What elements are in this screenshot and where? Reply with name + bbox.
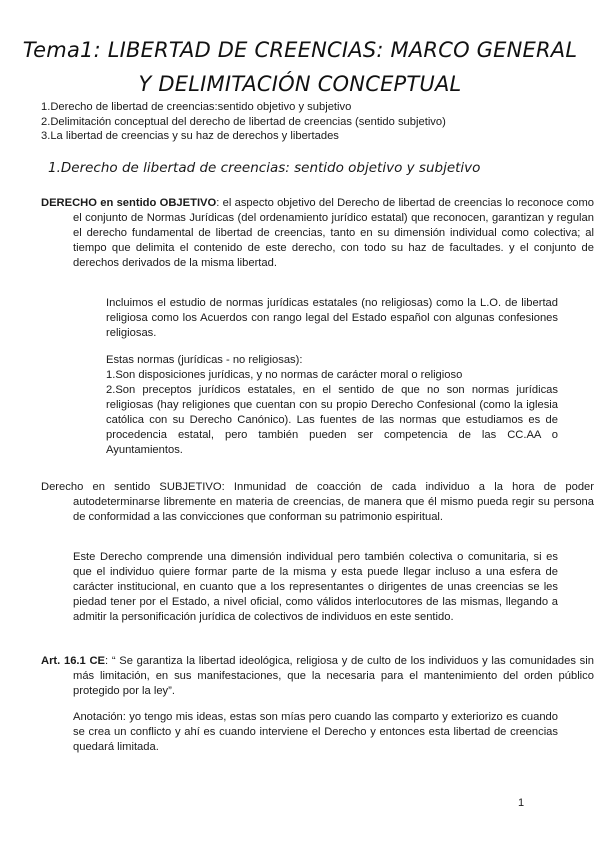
subjetivo-text: : Inmunidad de coacción de cada individuo a la hora de poder autodeterminarse libremente en materia de creencias, de manera que él mismo pueda regir su persona de conformidad a las convicciones que conforman su patrimonio espiritual.	[73, 481, 594, 523]
art-paragraph	[41, 654, 594, 699]
table-of-contents	[41, 100, 571, 144]
objetivo-text: : el aspecto objetivo del Derecho de libertad de creencias lo reconoce como el conjunto de Normas Jurídicas (del ordenamiento jurídico estatal) que reconocen, garantizan y regulan el derecho fundamental de libertad de creencias, tanto en su dimensión individual como colectiva; al tiempo que delimita el contenido de este derecho, con todo su haz de facultades. y el conjunto de derechos derivados de la misma libertad.	[73, 197, 594, 269]
art-note: Anotación: yo tengo mis ideas, estas son mías pero cuando las comparto y exteriorizo es cuando se crea un conflicto y ahí es cuando interviene el Derecho y entonces esta libertad de creencias quedará limitada.	[73, 711, 558, 753]
note-2-item-2: 2.Son preceptos jurídicos estatales, en el sentido de que no son normas jurídicas religiosas (hay religiones que cuentan con su propio Derecho Confesional (como la iglesia católica con su Derecho Canónico). Las fuentes de las normas que estudiamos es de procedencia estatal, pero también pueden ser competencia de las CC.AA o Ayuntamientos.	[106, 384, 558, 456]
section-heading: 1.Derecho de libertad de creencias: sentido objetivo y subjetivo	[48, 160, 481, 176]
objetivo-note-1: Incluimos el estudio de normas jurídicas estatales (no religiosas) como la L.O. de libertad religiosa como los Acuerdos con rango legal del Estado español con algunas confesiones religiosas.	[106, 297, 558, 339]
objetivo-note-2	[106, 353, 558, 458]
subjetivo-label: Derecho en sentido SUBJETIVO	[41, 481, 222, 493]
page-number: 1	[518, 797, 525, 809]
objetivo-paragraph	[41, 196, 594, 271]
note-2-intro: Estas normas (jurídicas - no religiosas):	[106, 354, 303, 366]
subjetivo-paragraph	[41, 480, 594, 525]
art-text: : “ Se garantiza la libertad ideológica, religiosa y de culto de los individuos y las comunidades sin más limitación, en sus manifestaciones, que la necesaria para el mantenimiento del orden público protegido por la ley”.	[73, 655, 594, 697]
title-line-1: Tema1: LIBERTAD DE CREENCIAS: MARCO GENERAL	[22, 38, 578, 62]
toc-item: 3.La libertad de creencias y su haz de derechos y libertades	[41, 130, 339, 142]
toc-item: 1.Derecho de libertad de creencias:sentido objetivo y subjetivo	[41, 101, 352, 113]
title-line-2: Y DELIMITACIÓN CONCEPTUAL	[138, 72, 462, 96]
note-2-item-1: 1.Son disposiciones jurídicas, y no normas de carácter moral o religioso	[106, 369, 463, 381]
toc-item: 2.Delimitación conceptual del derecho de libertad de creencias (sentido subjetivo)	[41, 115, 446, 128]
art-label: Art. 16.1 CE	[41, 655, 105, 667]
objetivo-label: DERECHO en sentido OBJETIVO	[41, 197, 217, 209]
subjetivo-note: Este Derecho comprende una dimensión individual pero también colectiva o comunitaria, si es que el individuo quiere formar parte de la misma y esta puede llegar incluso a una esfera de carácter institucional, en cuanto que a los representantes o dirigentes de unas creencias se les piedad tener por el Estado, a nivel oficial, como válidos interlocutores de las mismas, llegando a admitir la personificación jurídica de colectivos de individuos en este sentido.	[73, 551, 558, 623]
